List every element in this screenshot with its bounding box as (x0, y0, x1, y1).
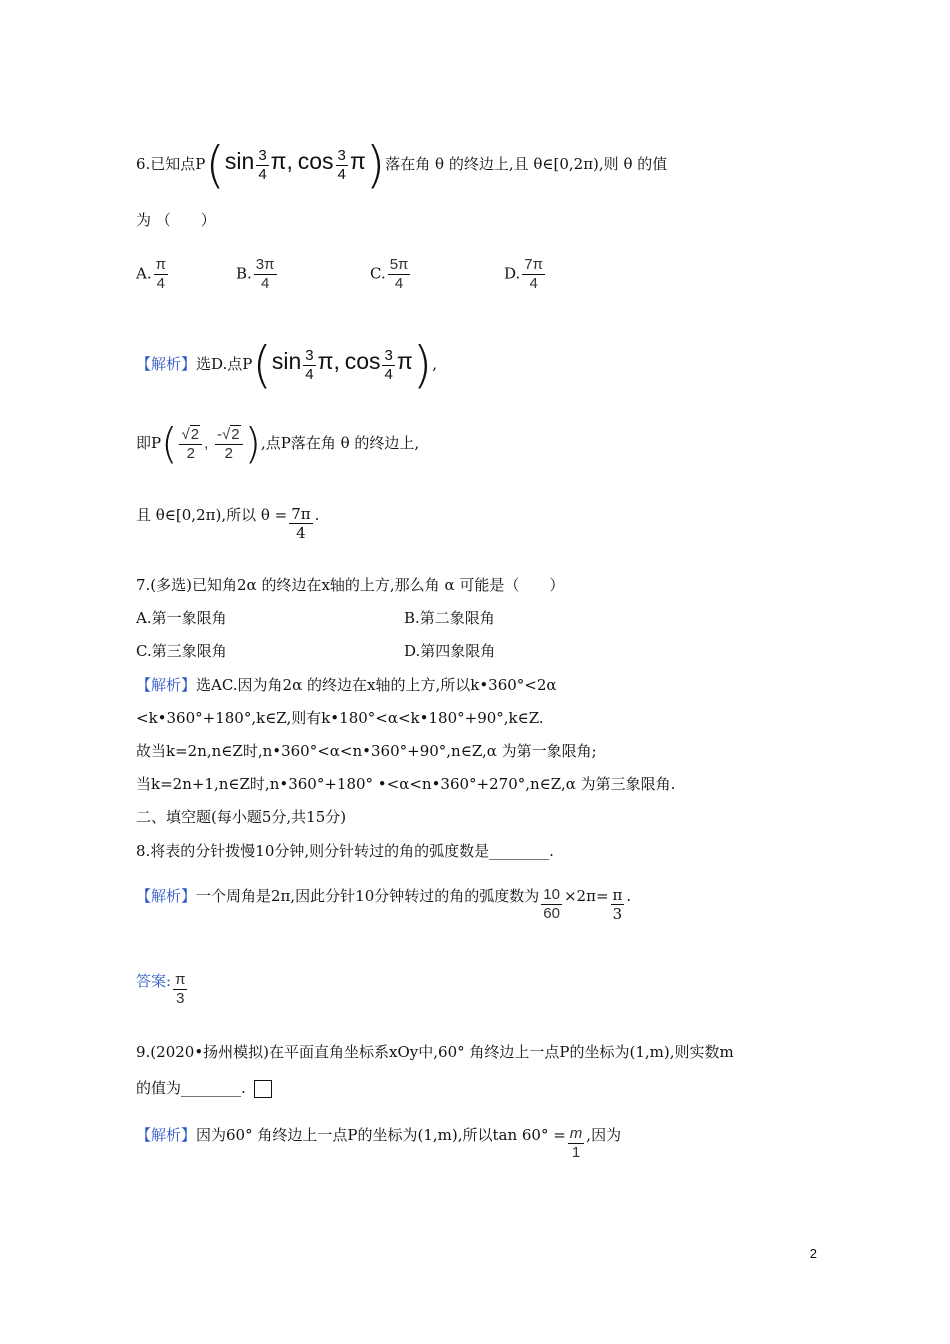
q7-option-a: A.第一象限角 (136, 609, 227, 627)
q6-sin-frac: $\frac{3}{4}$ (258, 146, 267, 183)
q6-cos: cos (297, 148, 334, 174)
q6-analysis-line2: 即P( $\frac{√2}{2}$ , $\frac{-√2}{2}$ ),点P落在角 θ 的终边上, (136, 419, 420, 468)
q8-answer: 答案: $\frac{\pi}{3}$ (136, 971, 186, 1007)
q7-option-c: C.第三象限角 (136, 642, 227, 660)
analysis-tag: 【解析】 (136, 887, 197, 905)
q6-stem: 6.已知点P(sin $\frac{3}{4}$ π, cos $\frac{3}{4}$ π)落在角 θ 的终边上,且 θ∈[0,2π),则 θ 的值 (136, 136, 668, 194)
q9-analysis: 【解析】因为60° 角终边上一点P的坐标为(1,m),所以tan 60° = $\frac{m}{1}$ ,因为 (136, 1125, 622, 1161)
analysis-tag: 【解析】 (136, 1126, 197, 1144)
q7-analysis-line3: 故当k=2n,n∈Z时,n•360°<α<n•360°+90°,n∈Z,α 为第一象限角; (136, 742, 597, 760)
q6-analysis-line3: 且 θ∈[0,2π),所以 θ = $\frac{7\pi}{4}$ . (136, 505, 320, 542)
q7-analysis-line1: 【解析】选AC.因为角2α 的终边在x轴的上方,所以k•360°<2α (136, 676, 557, 694)
page-number: 2 (809, 1246, 817, 1261)
q7-stem: 7.(多选)已知角2α 的终边在x轴的上方,那么角 α 可能是（ ） (136, 576, 565, 594)
checkbox-icon (254, 1080, 272, 1098)
q8-analysis: 【解析】一个周角是2π,因此分针10分钟转过的角的弧度数为 $\frac{10}{60}$ ×2π= $\frac{\pi}{3}$ . (136, 886, 632, 923)
q7-option-d: D.第四象限角 (404, 642, 496, 660)
q6-option-a: A. $\frac{\pi}{4}$ (136, 256, 166, 292)
q6-line2: 为 （ ） (136, 211, 216, 229)
q6-option-c: C. $\frac{5\pi}{4}$ (370, 256, 409, 292)
q6-analysis-line1: 【解析】选D.点P(sin $\frac{3}{4}$ π, cos $\frac{3}{4}$ π), (136, 336, 437, 394)
answer-label: 答案: (136, 972, 172, 990)
q7-analysis-line2: <k•360°+180°,k∈Z,则有k•180°<α<k•180°+90°,k∈Z. (136, 709, 544, 727)
q9-stem-line2: 的值为________. (136, 1078, 272, 1098)
q6-cos-frac: $\frac{3}{4}$ (337, 146, 346, 183)
q7-option-b: B.第二象限角 (404, 609, 495, 627)
q6-option-b: B. $\frac{3\pi}{4}$ (236, 256, 275, 292)
q6-prefix: 6.已知点P (136, 155, 206, 173)
analysis-tag: 【解析】 (136, 355, 197, 373)
q7-analysis-line4: 当k=2n+1,n∈Z时,n•360°+180° •<α<n•360°+270°,n∈Z,α 为第三象限角. (136, 775, 676, 793)
q8-stem: 8.将表的分针拨慢10分钟,则分针转过的角的弧度数是________. (136, 842, 554, 860)
analysis-tag: 【解析】 (136, 676, 197, 694)
q6-suffix: 落在角 θ 的终边上,且 θ∈[0,2π),则 θ 的值 (385, 155, 668, 173)
q6-sin: sin (224, 148, 255, 174)
section-heading: 二、填空题(每小题5分,共15分) (136, 808, 347, 826)
q6-option-d: D. $\frac{7\pi}{4}$ (504, 256, 543, 292)
q9-stem-line1: 9.(2020•扬州模拟)在平面直角坐标系xOy中,60° 角终边上一点P的坐标为(1,m),则实数m (136, 1043, 734, 1061)
